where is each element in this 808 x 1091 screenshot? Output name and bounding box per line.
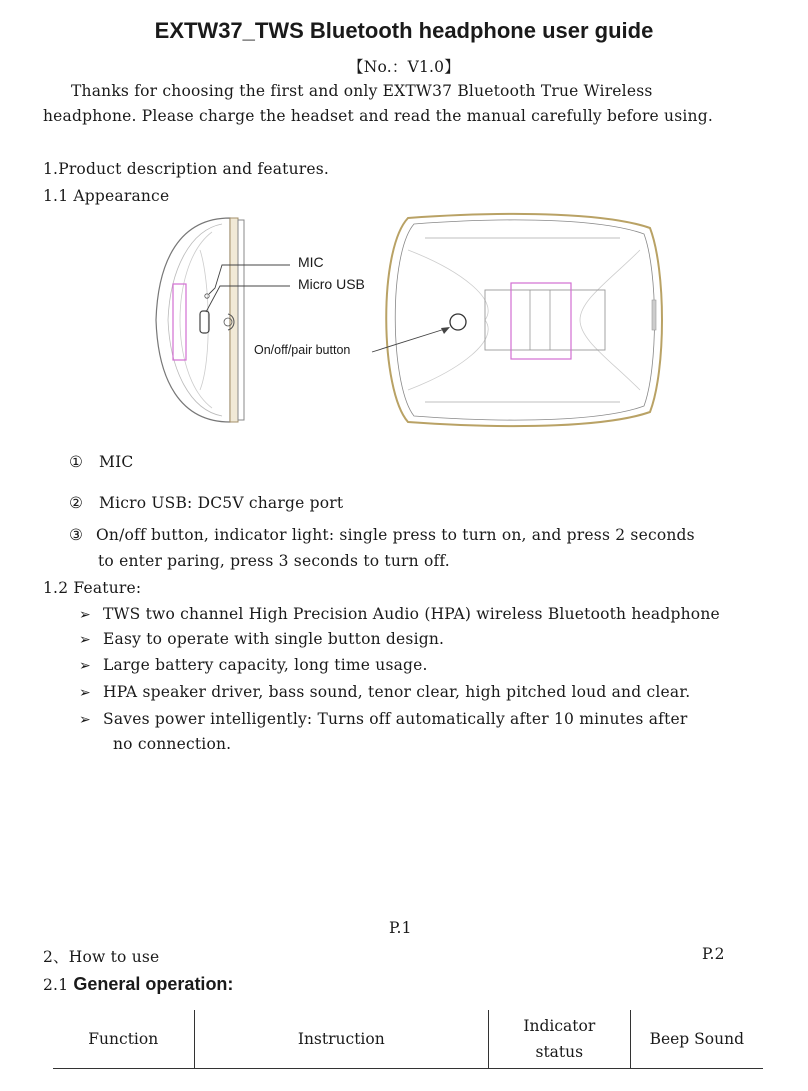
bullet-arrow-icon: ➢ xyxy=(79,607,91,623)
page-number-1: P.1 xyxy=(389,919,412,937)
feature-item: Large battery capacity, long time usage. xyxy=(103,656,428,674)
indicator-line-1: Indicator xyxy=(523,1017,596,1035)
section-2-1-heading xyxy=(43,974,233,995)
feature-item: Saves power intelligently: Turns off automatically after 10 minutes after xyxy=(103,710,688,728)
intro-line-2: headphone. Please charge the headset and read the manual carefully before using. xyxy=(43,107,713,125)
bullet-arrow-icon: ➢ xyxy=(79,632,91,648)
section-2-heading: 2、How to use xyxy=(43,948,160,966)
table-header-indicator xyxy=(489,1010,631,1069)
version-label: 【No.：V1.0】 xyxy=(348,58,460,76)
intro-line-1: Thanks for choosing the first and only EXTW37 Bluetooth True Wireless xyxy=(71,82,653,100)
section-2-1-title: General operation: xyxy=(73,974,234,994)
side-view-earbud xyxy=(156,218,290,422)
page-number-2: P.2 xyxy=(702,945,725,963)
table-header-instruction: Instruction xyxy=(194,1010,489,1069)
diagram-label-mic: MIC xyxy=(298,254,324,270)
legend-text-2: Micro USB: DC5V charge port xyxy=(99,494,344,512)
table-header-beep: Beep Sound xyxy=(630,1010,763,1069)
front-view-earbud xyxy=(372,214,662,426)
diagram-label-button: On/off/pair button xyxy=(254,343,351,357)
legend-text-3-line-2: to enter paring, press 3 seconds to turn off. xyxy=(98,552,450,570)
feature-item: HPA speaker driver, bass sound, tenor clear, high pitched loud and clear. xyxy=(103,683,691,701)
feature-item: Easy to operate with single button design. xyxy=(103,630,445,648)
diagram-label-usb: Micro USB xyxy=(298,276,365,292)
legend-number-1: ① xyxy=(69,453,84,471)
legend-number-3: ③ xyxy=(69,526,84,544)
legend-number-2: ② xyxy=(69,494,84,512)
legend-text-3-line-1: On/off button, indicator light: single press to turn on, and press 2 seconds xyxy=(96,526,695,544)
bullet-arrow-icon: ➢ xyxy=(79,685,91,701)
section-2-1-number: 2.1 xyxy=(43,976,74,994)
bullet-arrow-icon: ➢ xyxy=(79,712,91,728)
legend-text-1: MIC xyxy=(99,453,134,471)
feature-item: TWS two channel High Precision Audio (HPA) wireless Bluetooth headphone xyxy=(103,605,720,623)
feature-item-continuation: no connection. xyxy=(113,735,232,753)
indicator-line-2: status xyxy=(535,1043,584,1061)
headphone-diagram xyxy=(140,210,680,430)
table-header-function: Function xyxy=(88,1030,159,1048)
power-button-icon xyxy=(450,314,466,330)
page-title: EXTW37_TWS Bluetooth headphone user guide xyxy=(154,18,654,43)
section-1-heading: 1.Product description and features. xyxy=(43,160,330,178)
section-1-2-heading: 1.2 Feature: xyxy=(43,579,142,597)
bullet-arrow-icon: ➢ xyxy=(79,658,91,674)
section-1-1-heading: 1.1 Appearance xyxy=(43,187,170,205)
table-header-row xyxy=(53,1010,763,1069)
operation-table xyxy=(53,1010,763,1069)
